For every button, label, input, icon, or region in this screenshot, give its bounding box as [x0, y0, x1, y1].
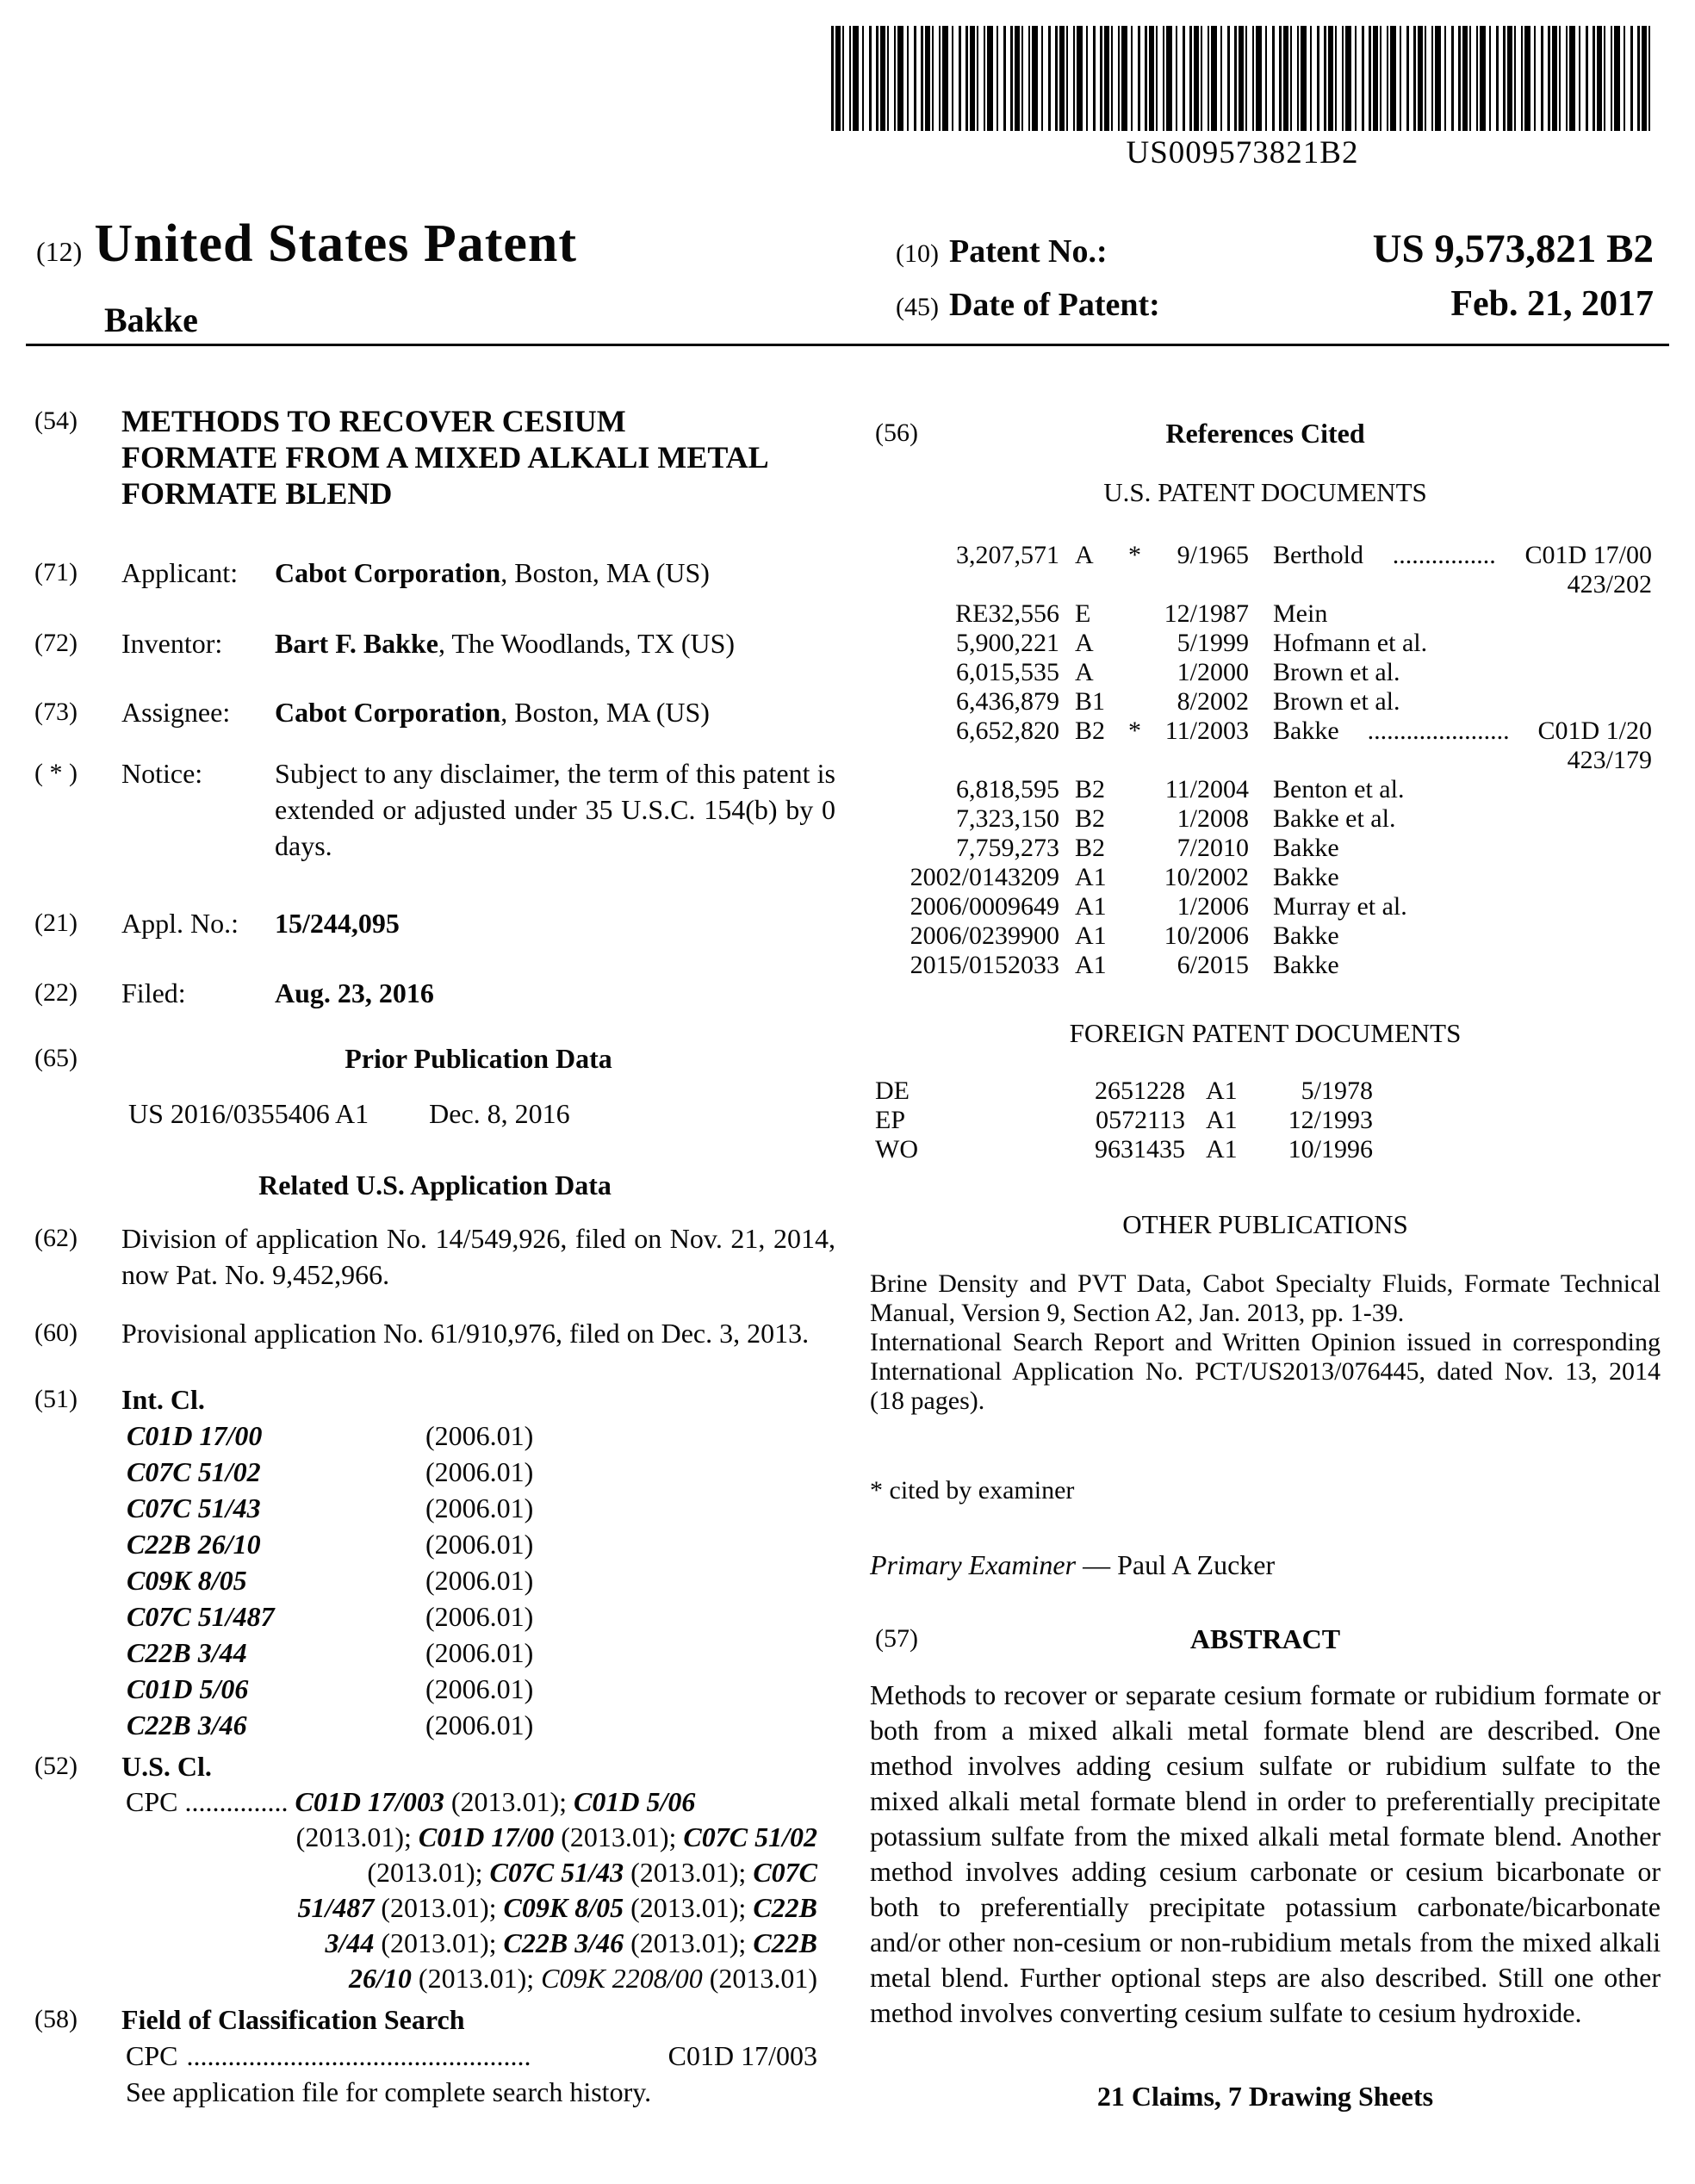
barcode [831, 26, 1654, 131]
publication-date: Dec. 8, 2016 [429, 1098, 570, 1129]
table-row: 3,207,571 A * 9/1965 Berthold ................ C01D 17/00 [956, 541, 1652, 569]
cpc-line: CPC ............... C01D 17/003 (2013.01); C01D 5/06 [126, 1786, 696, 1817]
int-cl-list [34, 1418, 835, 1743]
provisional-text: Provisional application No. 61/910,976, filed on Dec. 3, 2013. [121, 1318, 810, 1349]
filed-value: Aug. 23, 2016 [275, 977, 434, 1008]
title-section [34, 403, 835, 512]
appl-no-field: Appl. No.: [121, 908, 239, 939]
publication-number: US 2016/0355406 A1 [128, 1098, 369, 1129]
int-cl-entry: C09K 8/05 (2006.01) [127, 1565, 534, 1596]
foreign-patent-documents-heading: FOREIGN PATENT DOCUMENTS [1069, 1018, 1462, 1048]
notice-text: Subject to any disclaimer, the term of this patent is extended or adjusted under 35 U.S.C. 154(b) by 0 days. [275, 758, 835, 861]
patent-number-label-num: (10) [896, 239, 939, 268]
notice-field: Notice: [121, 758, 203, 789]
other-publications-heading: OTHER PUBLICATIONS [1122, 1209, 1408, 1239]
table-row-continuation: 423/179 [1567, 746, 1652, 774]
document-type-title: United States Patent [94, 214, 578, 273]
patent-date-label: (45) Date of Patent: [896, 287, 1160, 323]
publication-item: International Search Report and Written Opinion issued in corresponding International Application No. PCT/US2013/076445, dated Nov. 13, 2014 (18 pages). [870, 1328, 1661, 1415]
division-text: Division of application No. 14/549,926, filed on Nov. 21, 2014, now Pat. No. 9,452,966. [121, 1223, 835, 1290]
primary-examiner-line [870, 1547, 1661, 1583]
prior-publication-row [34, 1095, 835, 1132]
table-row: WO 9631435 A1 10/1996 [875, 1135, 1373, 1163]
header-right [896, 226, 1654, 341]
table-row: 6,818,595 B2 11/2004 Benton et al. [956, 775, 1405, 803]
inventor-section: (72) Inventor: Bart F. Bakke, The Woodlands, TX (US) [34, 625, 835, 661]
int-cl-entry: C01D 17/00 (2006.01) [127, 1420, 534, 1451]
notice-section: ( * ) Notice: Subject to any disclaimer, the term of this patent is extended or adjusted under 35 U.S.C. 154(b) by 0 days. [34, 755, 835, 864]
int-cl-entry: C22B 3/46 (2006.01) [127, 1709, 534, 1740]
int-cl-entry: C22B 26/10 (2006.01) [127, 1529, 534, 1560]
applicant-field: Applicant: [121, 557, 239, 588]
int-cl-entry: C07C 51/02 (2006.01) [127, 1456, 534, 1487]
claims-drawing-sheets-line: 21 Claims, 7 Drawing Sheets [1096, 2081, 1434, 2112]
abstract-text: Methods to recover or separate cesium formate or rubidium formate or both from a mixed alkali metal formate blend are described. One method involves adding cesium sulfate or rubidium sulfate to the mixed alkali metal formate blend in order to preferentially precipitate potassium sulfate from the mixed alkali metal formate blend. Another method involves adding cesium carbonate or cesium bicarbonate or both to preferentially precipitate potassium carbonate/bicarbonate and/or other non-cesium or non-rubidium metals from the mixed alkali metal blend. Further optional steps are also described. Still one other method involves converting cesium sulfate to cesium hydroxide. [870, 1679, 1661, 2028]
barcode-number: US009573821B2 [1126, 135, 1359, 171]
application-number-section: (21) Appl. No.: 15/244,095 [34, 905, 835, 941]
cpc-line: 26/10 (2013.01); C09K 2208/00 (2013.01) [349, 1963, 817, 1994]
patent-number-label: (10) Patent No.: [896, 233, 1108, 270]
assignee-section: (73) Assignee: Cabot Corporation, Boston, MA (US) [34, 694, 835, 730]
table-row: 2006/0239900 A1 10/2006 Bakke [910, 921, 1339, 950]
table-row: 2002/0143209 A1 10/2002 Bakke [910, 863, 1339, 891]
us-patent-documents-table [870, 541, 1661, 980]
applicant-value: Cabot Corporation, Boston, MA (US) [275, 557, 710, 588]
int-cl-entry: C07C 51/43 (2006.01) [127, 1492, 534, 1523]
table-row: 2015/0152033 A1 6/2015 Bakke [910, 951, 1339, 979]
table-row: EP 0572113 A1 12/1993 [875, 1106, 1373, 1134]
inventor-value: Bart F. Bakke, The Woodlands, TX (US) [275, 628, 736, 659]
publication-item: Brine Density and PVT Data, Cabot Specialty Fluids, Formate Technical Manual, Version 9, Section A2, Jan. 2013, pp. 1-39. [870, 1269, 1661, 1327]
left-column [34, 379, 835, 2110]
us-cl-cpc-block [34, 1784, 835, 1996]
int-cl-entry: C07C 51/487 (2006.01) [127, 1601, 534, 1632]
foreign-patent-documents-table [870, 1076, 1661, 1164]
right-column [870, 379, 1661, 2114]
inventor-surname: Bakke [104, 301, 198, 339]
cpc-line: (2013.01); C07C 51/43 (2013.01); C07C [367, 1857, 817, 1888]
patent-date-label-num: (45) [896, 293, 939, 321]
header-left [36, 214, 577, 275]
prior-publication-heading: (65) Prior Publication Data [34, 1043, 612, 1074]
cited-by-examiner-note: * cited by examiner [870, 1476, 1075, 1505]
patent-date-value: Feb. 21, 2017 [1450, 284, 1654, 324]
kind-code-label: (12) [36, 236, 83, 267]
field-search-heading: (58) Field of Classification Search [34, 2004, 465, 2035]
us-cl-heading: (52) U.S. Cl. [34, 1751, 212, 1782]
table-row: DE 2651228 A1 5/1978 [875, 1076, 1373, 1105]
header-divider [26, 344, 1669, 346]
references-heading: (56) References Cited [875, 418, 1365, 449]
table-row: 7,759,273 B2 7/2010 Bakke [956, 834, 1339, 862]
table-row: RE32,556 E 12/1987 Mein [955, 599, 1328, 628]
abstract-heading: (57) ABSTRACT [875, 1623, 1341, 1654]
int-cl-heading: (51) Int. Cl. [34, 1384, 205, 1415]
dot-leader: .................................................. [186, 2040, 531, 2071]
field-search-note: See application file for complete search history. [126, 2076, 652, 2107]
primary-examiner-label: Primary Examiner [870, 1549, 1077, 1580]
table-row: 7,323,150 B2 1/2008 Bakke et al. [956, 804, 1396, 833]
related-data-heading: Related U.S. Application Data [258, 1170, 612, 1201]
title-label: (54) [34, 406, 78, 435]
primary-examiner-name: — Paul A Zucker [1083, 1549, 1276, 1580]
us-patent-documents-heading: U.S. PATENT DOCUMENTS [1103, 477, 1427, 507]
inventor-field: Inventor: [121, 628, 223, 659]
table-row: 5,900,221 A 5/1999 Hofmann et al. [956, 629, 1428, 657]
field-search-cpc-line: CPC .................................................. C01D 17/003 [34, 2038, 835, 2074]
int-cl-entry: C22B 3/44 (2006.01) [127, 1637, 534, 1668]
cpc-line: 3/44 (2013.01); C22B 3/46 (2013.01); C22B [325, 1927, 817, 1958]
table-row: 2006/0009649 A1 1/2006 Murray et al. [910, 892, 1407, 921]
assignee-value: Cabot Corporation, Boston, MA (US) [275, 697, 710, 728]
table-row-continuation: 423/202 [1567, 570, 1652, 599]
field-search-value: C01D 17/003 [667, 2040, 817, 2071]
provisional-section: (60) Provisional application No. 61/910,976, filed on Dec. 3, 2013. [34, 1315, 835, 1351]
patent-number-value: US 9,573,821 B2 [1372, 226, 1654, 271]
assignee-field: Assignee: [121, 697, 231, 728]
cpc-line: (2013.01); C01D 17/00 (2013.01); C07C 51/02 [295, 1821, 817, 1852]
int-cl-entry: C01D 5/06 (2006.01) [127, 1673, 534, 1704]
appl-no-value: 15/244,095 [275, 908, 400, 939]
table-row: 6,652,820 B2 * 11/2003 Bakke ...................... C01D 1/20 [956, 717, 1652, 745]
table-row: 6,015,535 A 1/2000 Brown et al. [956, 658, 1400, 686]
cpc-line: 51/487 (2013.01); C09K 8/05 (2013.01); C22B [297, 1892, 817, 1923]
other-publications-list [870, 1269, 1661, 1416]
patent-date-row [896, 283, 1654, 341]
filed-field: Filed: [121, 977, 186, 1008]
filed-section: (22) Filed: Aug. 23, 2016 [34, 975, 835, 1011]
invention-title: METHODS TO RECOVER CESIUM FORMATE FROM A MIXED ALKALI METAL FORMATE BLEND [121, 404, 769, 511]
patent-number-row [896, 226, 1654, 283]
division-section: (62) Division of application No. 14/549,926, filed on Nov. 21, 2014, now Pat. No. 9,452,966. [34, 1220, 835, 1293]
applicant-section: (71) Applicant: Cabot Corporation, Boston, MA (US) [34, 555, 835, 591]
table-row: 6,436,879 B1 8/2002 Brown et al. [956, 687, 1400, 716]
